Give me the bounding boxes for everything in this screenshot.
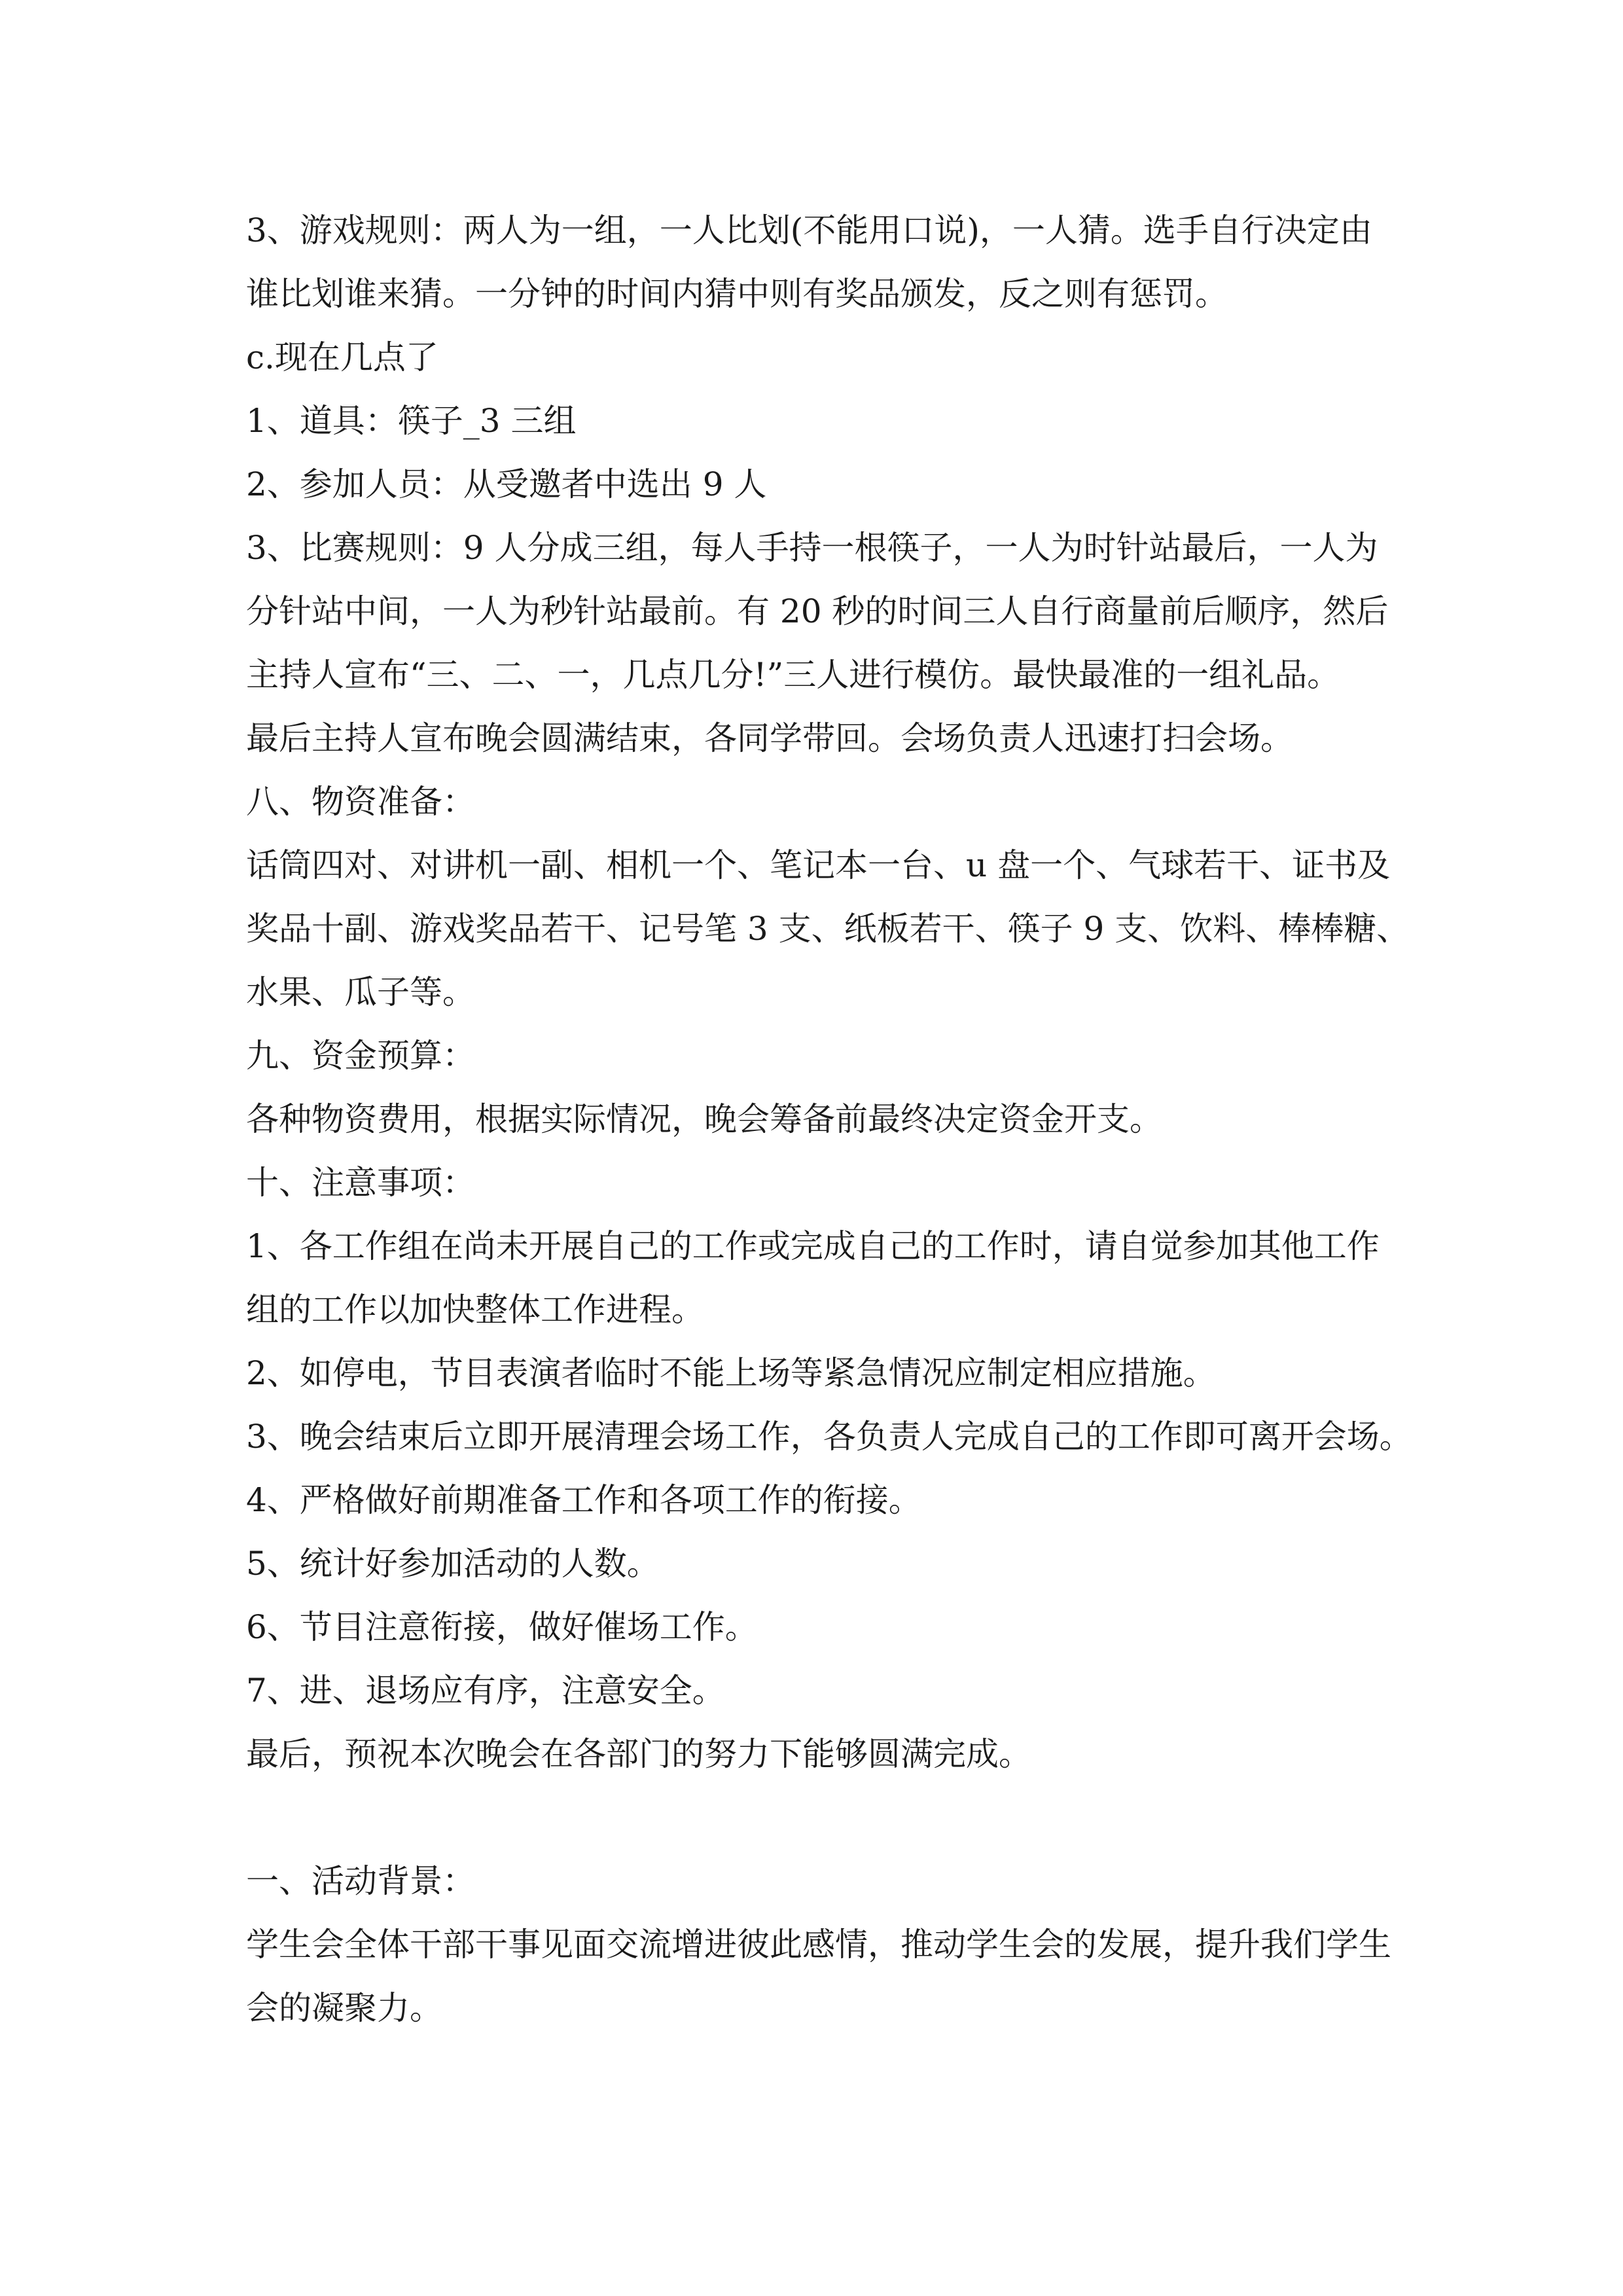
text-line: 4、严格做好前期准备工作和各项工作的衔接。: [246, 1481, 921, 1519]
text-line: 2、如停电，节目表演者临时不能上场等紧急情况应制定相应措施。: [246, 1354, 1216, 1392]
text-line: 3、游戏规则：两人为一组，一人比划(不能用口说)，一人猜。选手自行决定由: [246, 211, 1372, 249]
text-line: 话筒四对、对讲机一副、相机一个、笔记本一台、u 盘一个、气球若干、证书及: [246, 846, 1391, 884]
text-line: 谁比划谁来猜。一分钟的时间内猜中则有奖品颁发，反之则有惩罚。: [246, 275, 1228, 313]
text-line: 水果、瓜子等。: [246, 973, 475, 1011]
section-heading: 九、资金预算：: [246, 1037, 475, 1075]
text-line: 1、各工作组在尚未开展自己的工作或完成自己的工作时，请自觉参加其他工作: [246, 1227, 1380, 1265]
blank-line: [246, 1786, 1398, 1850]
text-line: 会的凝聚力。: [246, 1989, 442, 2027]
text-line: 各种物资费用，根据实际情况，晚会筹备前最终决定资金开支。: [246, 1100, 1162, 1138]
text-line: 学生会全体干部干事见面交流增进彼此感情，推动学生会的发展，提升我们学生: [246, 1926, 1391, 1964]
section-heading: c.现在几点了: [246, 338, 438, 376]
document-body: [246, 199, 1412, 2040]
text-line: 1、道具：筷子_3 三组: [246, 402, 577, 440]
section-heading: 十、注意事项：: [246, 1164, 475, 1202]
text-line: 分针站中间，一人为秒针站最前。有 20 秒的时间三人自行商量前后顺序，然后: [246, 592, 1389, 630]
text-line: 奖品十副、游戏奖品若干、记号笔 3 支、纸板若干、筷子 9 支、饮料、棒棒糖、: [246, 910, 1410, 948]
section-heading: 八、物资准备：: [246, 783, 475, 821]
text-line: 组的工作以加快整体工作进程。: [246, 1291, 704, 1329]
text-line: 3、比赛规则：9 人分成三组，每人手持一根筷子，一人为时针站最后，一人为: [246, 529, 1378, 567]
text-line: 最后主持人宣布晚会圆满结束，各同学带回。会场负责人迅速打扫会场。: [246, 719, 1293, 757]
text-line: 6、节目注意衔接，做好催场工作。: [246, 1608, 758, 1646]
text-line: 3、晚会结束后立即开展清理会场工作，各负责人完成自己的工作即可离开会场。: [246, 1418, 1412, 1456]
text-line: 5、统计好参加活动的人数。: [246, 1545, 660, 1583]
text-line: 7、进、退场应有序，注意安全。: [246, 1672, 725, 1710]
text-line: 最后，预祝本次晚会在各部门的努力下能够圆满完成。: [246, 1735, 1031, 1773]
section-heading: 一、活动背景：: [246, 1862, 475, 1900]
text-line: 主持人宣布“三、二、一，几点几分!”三人进行模仿。最快最准的一组礼品。: [246, 656, 1340, 694]
text-line: 2、参加人员：从受邀者中选出 9 人: [246, 465, 767, 503]
